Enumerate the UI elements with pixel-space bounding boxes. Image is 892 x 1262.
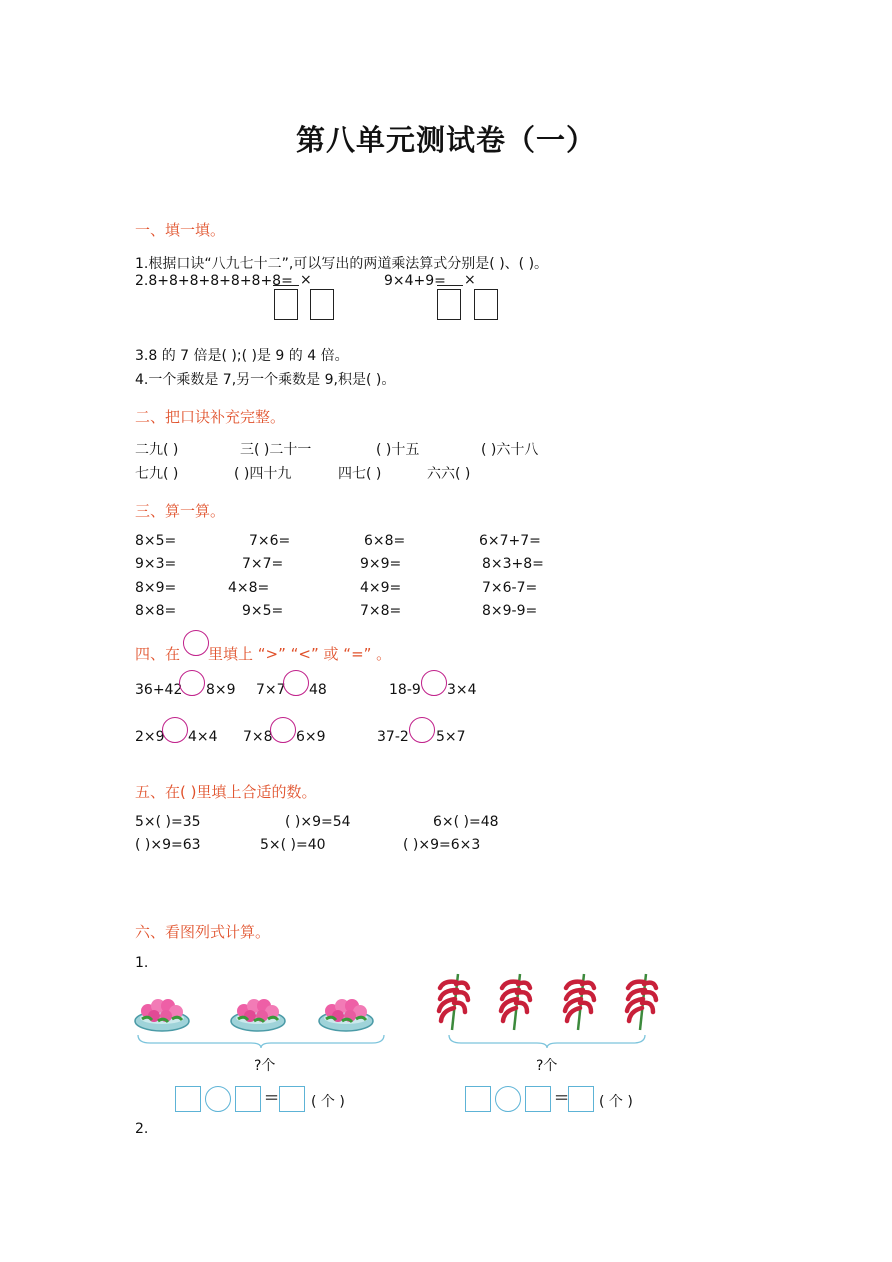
question-mark-left: ?个 (254, 1058, 276, 1074)
rhyme-item: 二九( ) (135, 442, 179, 458)
calc-item: 7×8= (360, 603, 402, 619)
answer-box[interactable] (274, 289, 298, 320)
compare-left: 37-2 (377, 729, 409, 745)
calc-item: 6×8= (364, 533, 406, 549)
fill-item: ( )×9=6×3 (403, 837, 481, 853)
compare-circle[interactable] (409, 717, 435, 743)
brace-left (136, 1033, 386, 1049)
rhyme-item: 六六( ) (427, 466, 471, 482)
fill-item: 5×( )=35 (135, 814, 201, 830)
section-4-heading-a: 四、在 (135, 645, 181, 663)
rhyme-item: 七九( ) (135, 466, 179, 482)
answer-box[interactable] (310, 289, 334, 320)
question-1-1: 1.根据口诀“八九七十二”,可以写出的两道乘法算式分别是( )、( )。 (135, 256, 549, 272)
blank-line (437, 285, 463, 286)
section-2-heading: 二、把口诀补充完整。 (135, 408, 286, 426)
section-3-heading: 三、算一算。 (135, 502, 226, 520)
section-5-heading: 五、在( )里填上合适的数。 (135, 783, 317, 801)
question-1-3: 3.8 的 7 倍是( );( )是 9 的 4 倍。 (135, 348, 349, 364)
answer-number-box[interactable] (525, 1086, 551, 1112)
rhyme-item: 四七( ) (338, 466, 382, 482)
compare-circle[interactable] (162, 717, 188, 743)
answer-number-box[interactable] (235, 1086, 261, 1112)
compare-circle[interactable] (179, 670, 205, 696)
calc-item: 7×7= (242, 556, 284, 572)
compare-left: 2×9 (135, 729, 165, 745)
compare-right: 4×4 (188, 729, 218, 745)
fill-item: 5×( )=40 (260, 837, 326, 853)
problem-2-label: 2. (135, 1121, 149, 1137)
section-4-heading-b: 里填上 “>” “<” 或 “=” 。 (208, 645, 392, 663)
answer-result-box[interactable] (568, 1086, 594, 1112)
calc-item: 8×9= (135, 580, 177, 596)
question-mark-right: ?个 (536, 1058, 558, 1074)
calc-item: 7×6= (249, 533, 291, 549)
calc-item: 4×9= (360, 580, 402, 596)
peach-basket (319, 999, 373, 1031)
page-title: 第八单元测试卷（一） (295, 123, 596, 157)
compare-circle-sample (183, 630, 209, 656)
fill-item: ( )×9=54 (285, 814, 351, 830)
rhyme-item: ( )六十八 (481, 442, 539, 458)
answer-box[interactable] (437, 289, 461, 320)
calc-item: 8×8= (135, 603, 177, 619)
compare-circle[interactable] (421, 670, 447, 696)
peach-basket (231, 999, 285, 1031)
compare-right: 48 (309, 682, 327, 698)
answer-box[interactable] (474, 289, 498, 320)
answer-operator-circle[interactable] (495, 1086, 521, 1112)
compare-right: 5×7 (436, 729, 466, 745)
compare-right: 3×4 (447, 682, 477, 698)
peach-basket (135, 999, 189, 1031)
calc-item: 9×3= (135, 556, 177, 572)
pepper-bunch (565, 974, 594, 1030)
pepper-bunch (627, 974, 656, 1030)
calc-item: 8×3+8= (482, 556, 544, 572)
blank-line (273, 285, 299, 286)
calc-item: 9×9= (360, 556, 402, 572)
unit-label-right: ( 个 ) (599, 1094, 633, 1110)
rhyme-item: ( )十五 (376, 442, 420, 458)
section-1-heading: 一、填一填。 (135, 221, 226, 239)
fill-item: 6×( )=48 (433, 814, 499, 830)
times-sign: × (300, 272, 312, 288)
pepper-bunches-illustration (432, 972, 672, 1034)
compare-left: 7×8 (243, 729, 273, 745)
question-1-4: 4.一个乘数是 7,另一个乘数是 9,积是( )。 (135, 372, 396, 388)
equals-sign: = (554, 1087, 570, 1108)
problem-1-label: 1. (135, 955, 149, 971)
section-6-heading: 六、看图列式计算。 (135, 923, 271, 941)
compare-circle[interactable] (270, 717, 296, 743)
calc-item: 8×5= (135, 533, 177, 549)
compare-left: 36+42 (135, 682, 183, 698)
calc-item: 6×7+7= (479, 533, 541, 549)
unit-label-left: ( 个 ) (311, 1094, 345, 1110)
answer-number-box[interactable] (465, 1086, 491, 1112)
pepper-bunch (439, 974, 468, 1030)
compare-left: 7×7 (256, 682, 286, 698)
calc-item: 7×6-7= (482, 580, 538, 596)
rhyme-item: 三( )二十一 (240, 442, 312, 458)
calc-item: 9×5= (242, 603, 284, 619)
pepper-bunch (501, 974, 530, 1030)
fill-item: ( )×9=63 (135, 837, 201, 853)
brace-right (447, 1033, 647, 1049)
times-sign: × (464, 272, 476, 288)
answer-operator-circle[interactable] (205, 1086, 231, 1112)
answer-result-box[interactable] (279, 1086, 305, 1112)
calc-item: 8×9-9= (482, 603, 538, 619)
compare-right: 8×9 (206, 682, 236, 698)
question-1-2a: 2.8+8+8+8+8+8+8= (135, 273, 293, 289)
compare-left: 18-9 (389, 682, 421, 698)
compare-circle[interactable] (283, 670, 309, 696)
compare-right: 6×9 (296, 729, 326, 745)
equals-sign: = (264, 1087, 280, 1108)
calc-item: 4×8= (228, 580, 270, 596)
question-1-2b: 9×4+9= (384, 273, 446, 289)
answer-number-box[interactable] (175, 1086, 201, 1112)
rhyme-item: ( )四十九 (234, 466, 292, 482)
